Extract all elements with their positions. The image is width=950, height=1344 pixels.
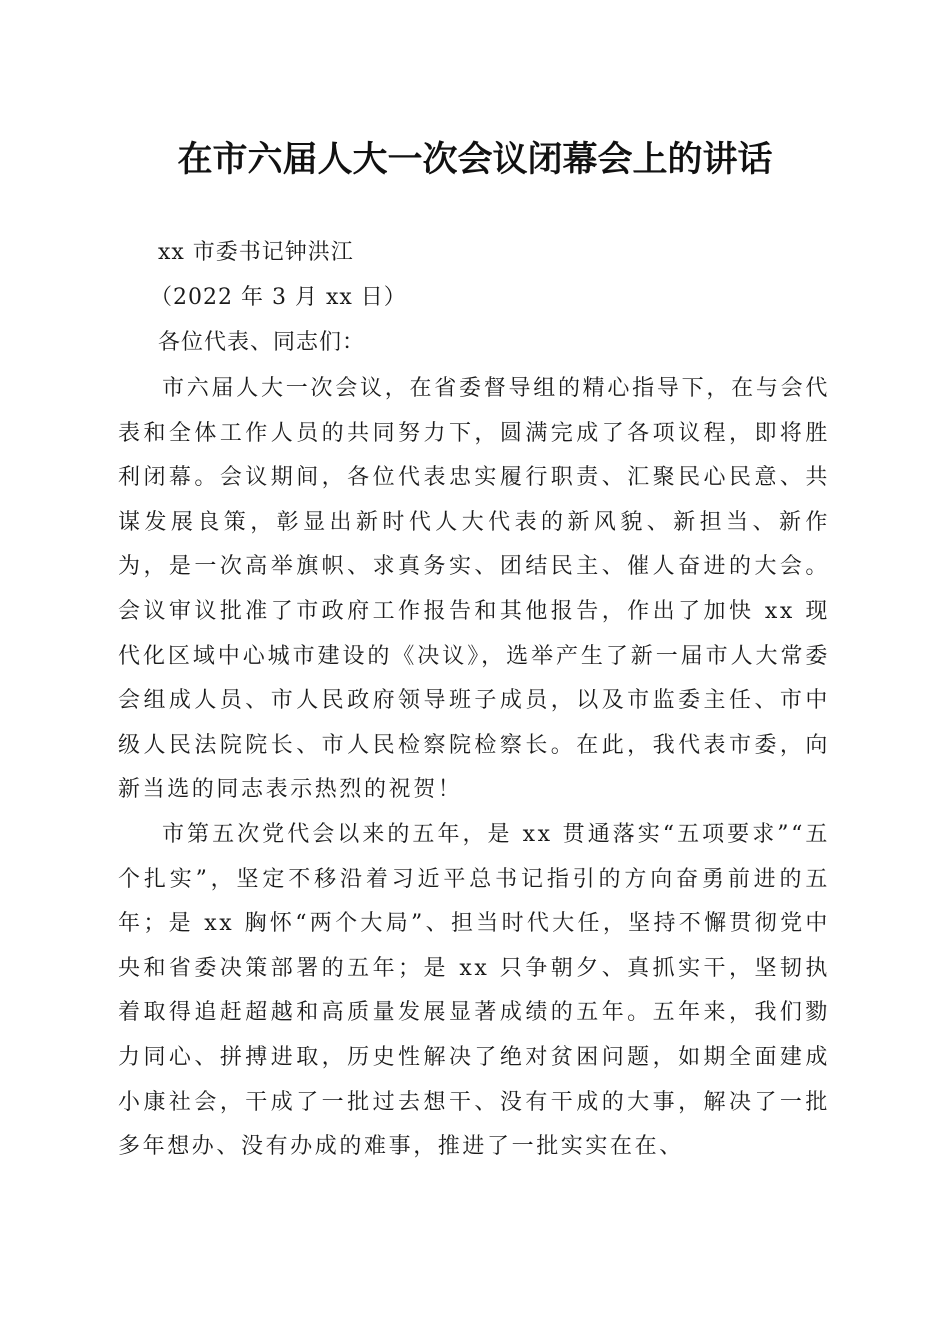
body-paragraph-2: 市第五次党代会以来的五年，是 xx 贯通落实“五项要求”“五个扎实”，坚定不移沿着习近平总书记指引的方向奋勇前进的五年；是 xx 胸怀“两个大局”、担当时代大任，坚持不懈贯彻党中央和省委决策部署的五年；是 xx 只争朝夕、真抓实干，坚韧执着取得追赶超越和高质量发展显著成绩的五年。五年来，我们勠力同心、拼搏进取，历史性解决了绝对贫困问题，如期全面建成小康社会，干成了一批过去想干、没有干成的大事，解决了一批多年想办、没有办成的难事，推进了一批实实在在、 — [118, 822, 830, 1160]
greeting-line: 各位代表、同志们： — [158, 330, 366, 355]
document-title: 在市六届人大一次会议闭幕会上的讲话 — [177, 139, 773, 180]
date-line: （2022 年 3 月 xx 日） — [150, 285, 407, 310]
body-paragraph-1: 市六届人大一次会议，在省委督导组的精心指导下，在与会代表和全体工作人员的共同努力下，圆满完成了各项议程，即将胜利闭幕。会议期间，各位代表忠实履行职责、汇聚民心民意、共谋发展良策，彰显出新时代人大代表的新风貌、新担当、新作为，是一次高举旗帜、求真务实、团结民主、催人奋进的大会。会议审议批准了市政府工作报告和其他报告，作出了加快 xx 现代化区域中心城市建设的《决议》，选举产生了新一届市人大常委会组成人员、市人民政府领导班子成员，以及市监委主任、市中级人民法院院长、市人民检察院检察长。在此，我代表市委，向新当选的同志表示热烈的祝贺！ — [118, 376, 830, 803]
author-line: xx 市委书记钟洪江 — [158, 240, 354, 265]
